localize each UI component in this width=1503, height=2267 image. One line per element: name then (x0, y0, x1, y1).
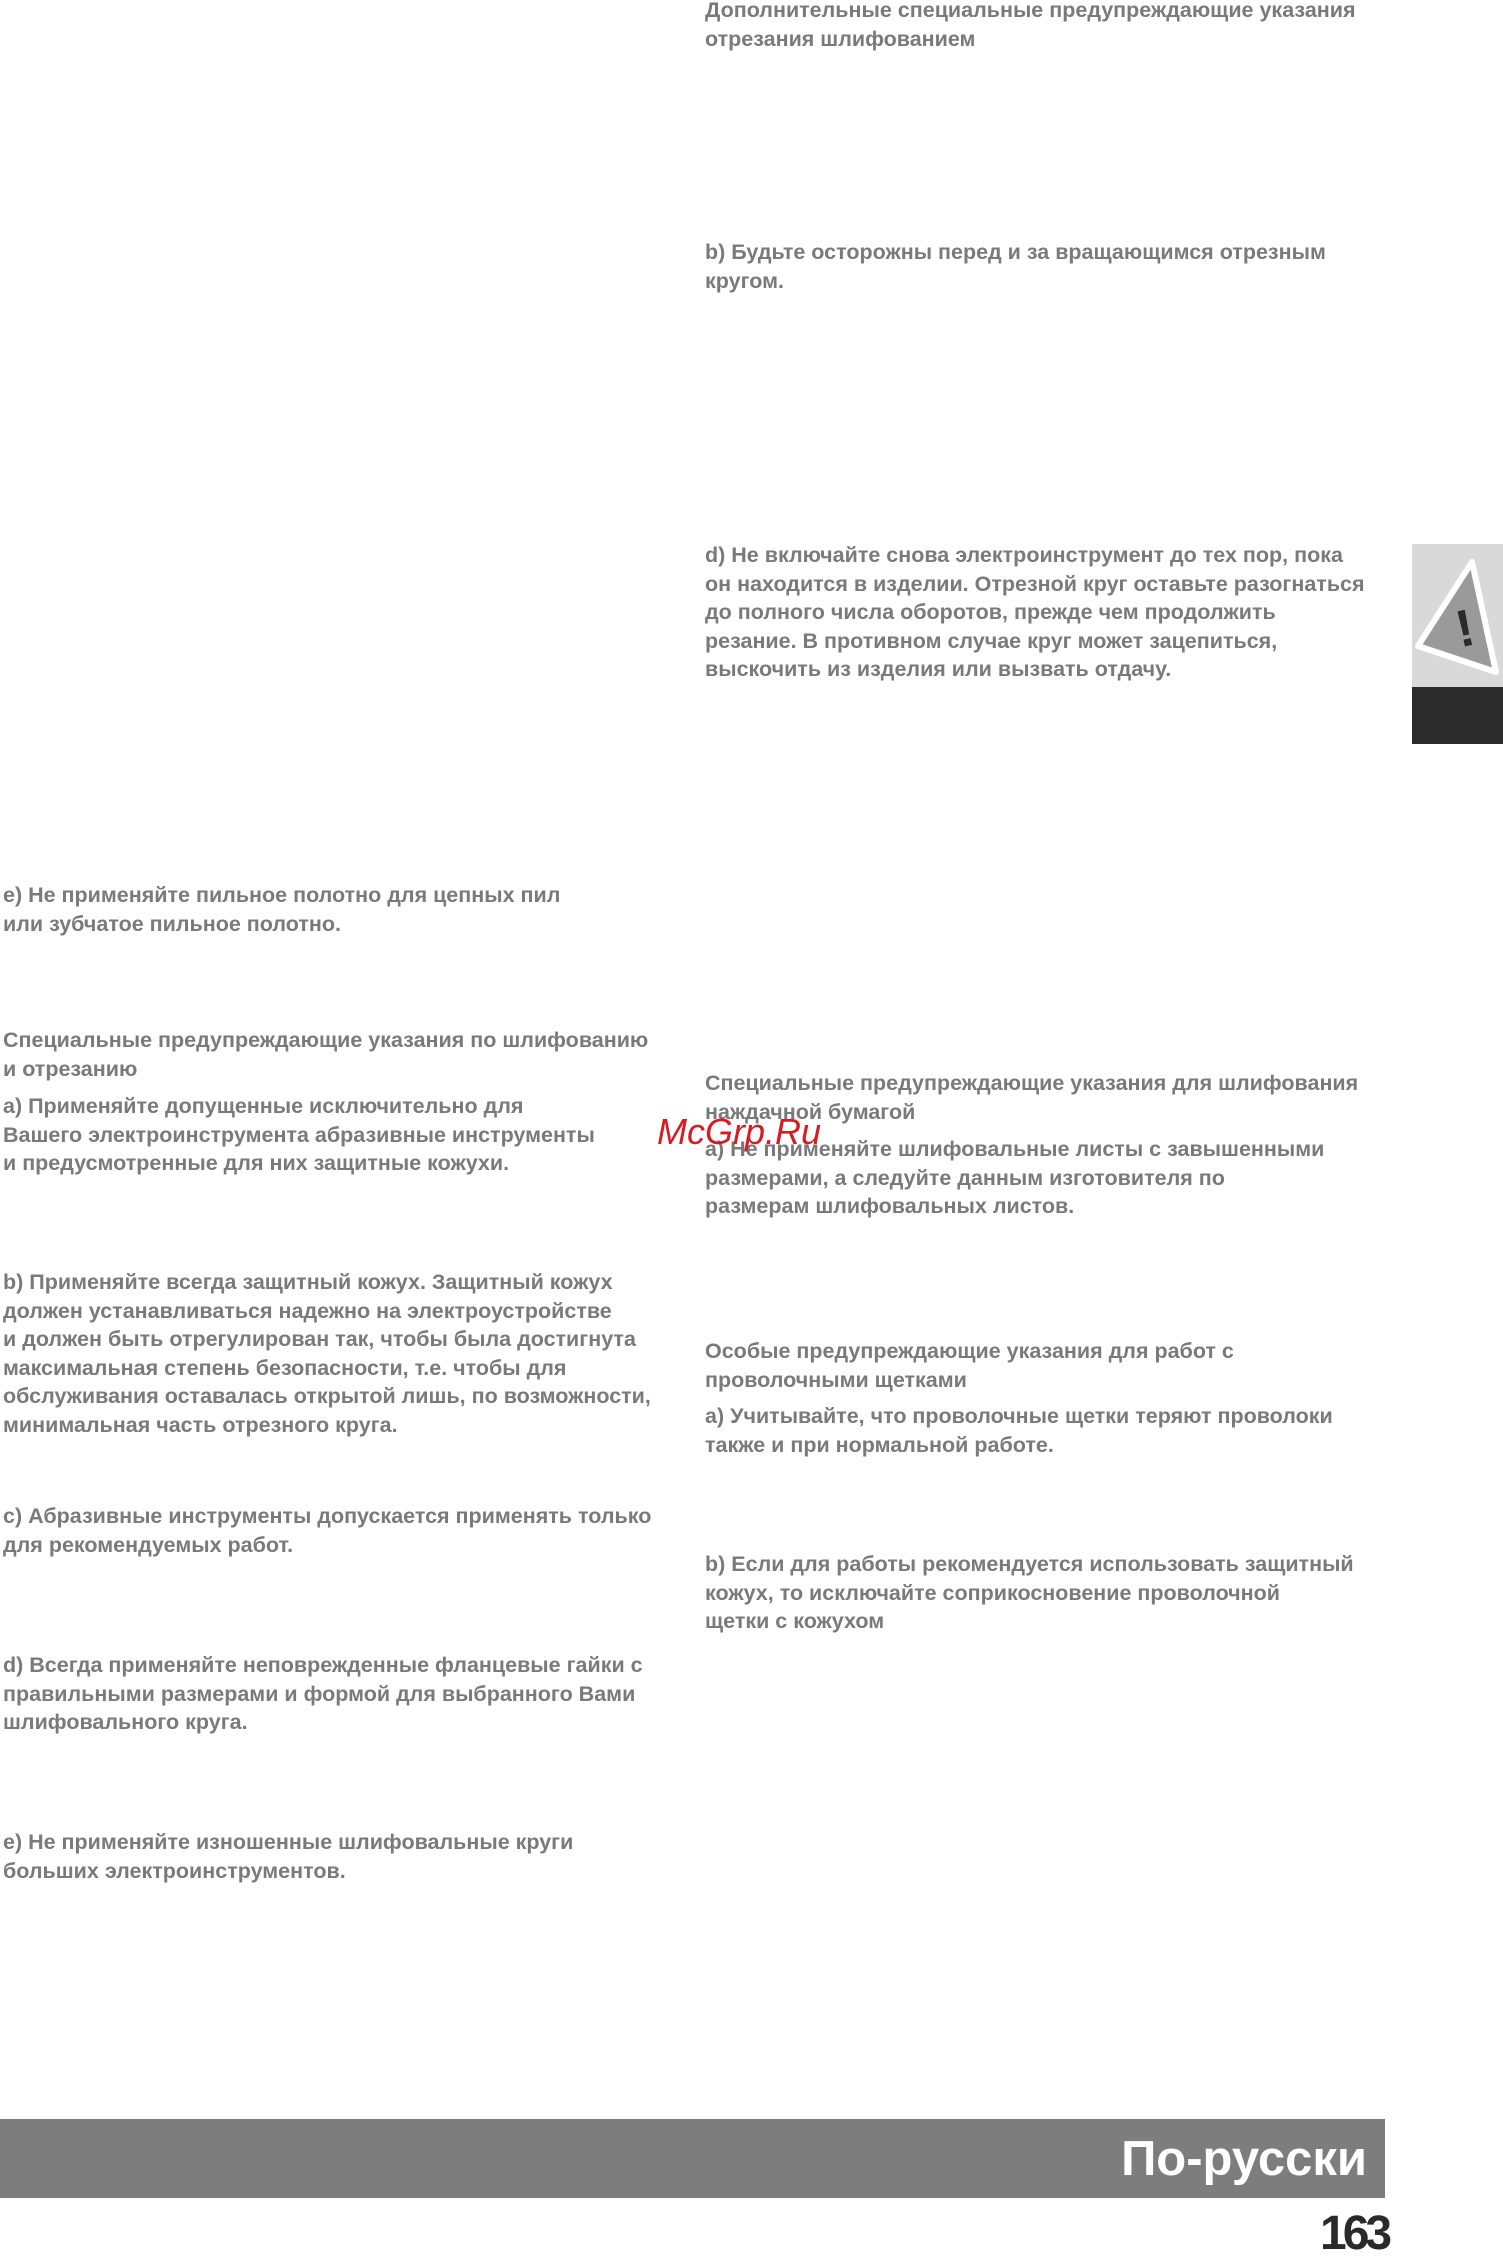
grinding-item-b: b) Применяйте всегда защитный кожух. Защитный кожух должен устанавливаться надежно на электроустройстве и должен быть отрегулирован так, чтобы была достигнута максимальная степень безопасности, т.е. чтобы для обслуживания оставалась открытой лишь, по возможности, минимальная часть отрезного круга. (3, 1270, 651, 1437)
grinding-item-e: e) Не применяйте изношенные шлифовальные круги больших электроинструментов. (3, 1830, 574, 1883)
heading-wire-brushes: Особые предупреждающие указания для работ с проволочными щетками (705, 1339, 1234, 1392)
footer-bar (0, 2119, 1385, 2198)
sandpaper-item-a: a) Не применяйте шлифовальные листы с завышенными размерами, а следуйте данным изготовителя по размерам шлифовальных листов. (705, 1137, 1325, 1218)
grinding-item-a: a) Применяйте допущенные исключительно для Вашего электроинструмента абразивные инструменты и предусмотренные для них защитные кожухи. (3, 1094, 595, 1175)
warning-triangle-icon (1412, 544, 1503, 687)
footer-language-title: По-русски (1121, 2132, 1367, 2186)
cutting-item-d: d) Не включайте снова электроинструмент до тех пор, пока он находится в изделии. Отрезной круг оставьте разогнаться до полного числа оборотов, прежде чем продолжить резание. В противном случае круг может зацепиться, выскочить из изделия или вызвать отдачу. (705, 543, 1365, 681)
heading-sandpaper: Специальные предупреждающие указания для шлифования наждачной бумагой (705, 1071, 1359, 1124)
warning-side-tab (1412, 544, 1503, 744)
brushes-item-a: a) Учитывайте, что проволочные щетки теряют проволоки также и при нормальной работе. (705, 1404, 1333, 1457)
watermark: McGrp.Ru (657, 1111, 822, 1152)
page-number: 163 (1320, 2207, 1389, 2260)
grinding-item-d: d) Всегда применяйте неповрежденные фланцевые гайки с правильными размерами и формой для выбранного Вами шлифовального круга. (3, 1653, 643, 1734)
grinding-item-c: c) Абразивные инструменты допускается применять только для рекомендуемых работ. (3, 1504, 652, 1557)
warning-tab-light-area (1412, 544, 1503, 687)
warning-exclamation: ! (1450, 598, 1480, 660)
cutting-item-b: b) Будьте осторожны перед и за вращающимся отрезным кругом. (705, 240, 1326, 293)
heading-grinding-cutting: Специальные предупреждающие указания по шлифованию и отрезанию (3, 1028, 649, 1081)
heading-additional-cutting: Дополнительные специальные предупреждающие указания отрезания шлифованием (705, 0, 1356, 51)
brushes-item-b: b) Если для работы рекомендуется использовать защитный кожух, то исключайте соприкосновение проволочной щетки с кожухом (705, 1552, 1354, 1633)
saw-item-e: e) Не применяйте пильное полотно для цепных пил или зубчатое пильное полотно. (3, 883, 561, 936)
